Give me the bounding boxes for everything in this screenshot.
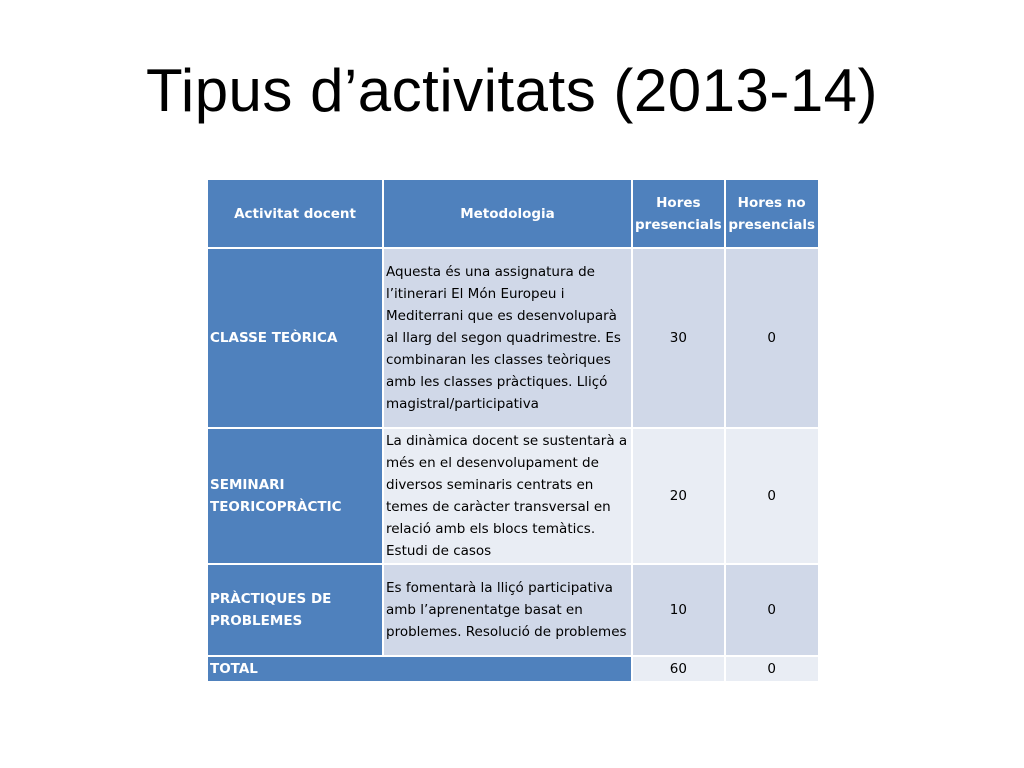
activities-table xyxy=(206,178,820,683)
row-hores-presencials: 10 xyxy=(633,565,724,655)
table-row xyxy=(208,565,818,655)
header-hores-presencials: Hores presencials xyxy=(633,180,724,247)
row-hores-presencials: 30 xyxy=(633,249,724,427)
row-activitat: PRÀCTIQUES DE PROBLEMES xyxy=(208,565,382,655)
total-hores-no-presencials: 0 xyxy=(726,657,818,681)
row-activitat: SEMINARI TEORICOPRÀCTIC xyxy=(208,429,382,563)
header-metodologia: Metodologia xyxy=(384,180,631,247)
row-hores-presencials: 20 xyxy=(633,429,724,563)
table-total-row xyxy=(208,657,818,681)
row-metodologia: Es fomentarà la lliçó participativa amb l’aprenentatge basat en problemes. Resolució de problemes xyxy=(384,565,631,655)
row-activitat: CLASSE TEÒRICA xyxy=(208,249,382,427)
table-row xyxy=(208,249,818,427)
total-hores-presencials: 60 xyxy=(633,657,724,681)
table-header-row xyxy=(208,180,818,247)
row-hores-no-presencials: 0 xyxy=(726,429,818,563)
header-activitat: Activitat docent xyxy=(208,180,382,247)
row-metodologia: La dinàmica docent se sustentarà a més en el desenvolupament de diversos seminaris centrats en temes de caràcter transversal en relació amb els blocs temàtics. Estudi de casos xyxy=(384,429,631,563)
row-metodologia: Aquesta és una assignatura de l’itinerari El Món Europeu i Mediterrani que es desenvoluparà al llarg del segon quadrimestre. Es combinaran les classes teòriques amb les classes pràctiques. Lliçó magistral/participativa xyxy=(384,249,631,427)
header-hores-no-presencials: Hores no presencials xyxy=(726,180,818,247)
row-hores-no-presencials: 0 xyxy=(726,565,818,655)
row-hores-no-presencials: 0 xyxy=(726,249,818,427)
table-row xyxy=(208,429,818,563)
total-label: TOTAL xyxy=(208,657,631,681)
slide-title: Tipus d’activitats (2013-14) xyxy=(145,57,879,124)
